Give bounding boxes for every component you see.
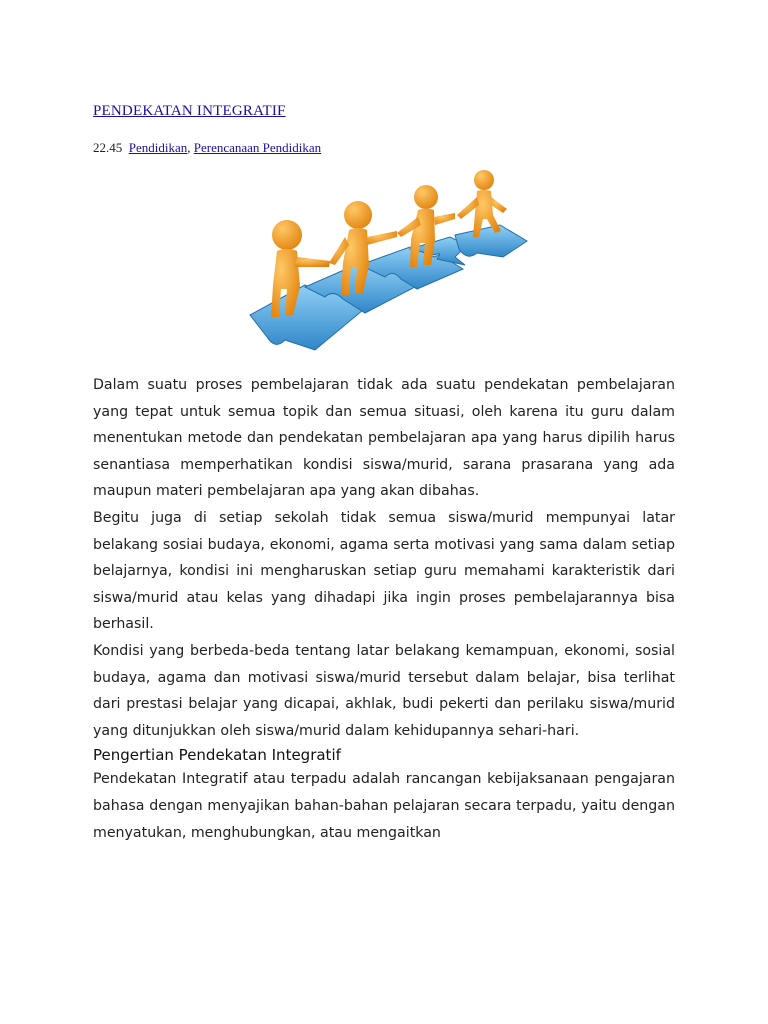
post-time: 22.45 bbox=[93, 140, 123, 155]
category-link-pendidikan[interactable]: Pendidikan bbox=[128, 140, 188, 155]
category-link-perencanaan[interactable]: Perencanaan Pendidikan bbox=[193, 140, 322, 155]
paragraph-2: Begitu juga di setiap sekolah tidak semua siswa/murid mempunyai latar belakang sosiai budaya, ekonomi, agama serta motivasi yang sama dalam setiap belajarnya, kondisi ini mengharuskan setiap guru memahami karakteristik dari siswa/murid atau kelas yang dihadapi jika ingin proses pembelajarannya bisa berhasil. bbox=[93, 509, 675, 633]
article-body bbox=[93, 372, 675, 846]
section-heading: Pengertian Pendekatan Integratif bbox=[93, 746, 341, 765]
puzzle-people-illustration bbox=[245, 165, 535, 365]
category-separator: , bbox=[187, 140, 191, 155]
paragraph-4: Pendekatan Integratif atau terpadu adalah rancangan kebijaksanaan pengajaran bahasa dengan menyajikan bahan-bahan pelajaran secara terpadu, yaitu dengan menyatukan, menghubungkan, atau mengaitkan bbox=[93, 771, 675, 841]
paragraph-1: Dalam suatu proses pembelajaran tidak ada suatu pendekatan pembelajaran yang tepat untuk semua topik dan semua situasi, oleh karena itu guru dalam menentukan metode dan pendekatan pembelajaran apa yang harus dipilih harus senantiasa memperhatikan kondisi siswa/murid, sarana prasarana yang ada maupun materi pembelajaran apa yang akan dibahas. bbox=[93, 377, 675, 500]
post-meta bbox=[93, 140, 321, 156]
article-title[interactable]: PENDEKATAN INTEGRATIF bbox=[93, 103, 286, 119]
paragraph-3: Kondisi yang berbeda-beda tentang latar belakang kemampuan, ekonomi, sosial budaya, agama dan motivasi siswa/murid tersebut dalam belajar, bisa terlihat dari prestasi belajar yang dicapai, akhlak, budi pekerti dan perilaku siswa/murid yang ditunjukkan oleh siswa/murid dalam kehidupannya sehari-hari. bbox=[93, 642, 675, 739]
